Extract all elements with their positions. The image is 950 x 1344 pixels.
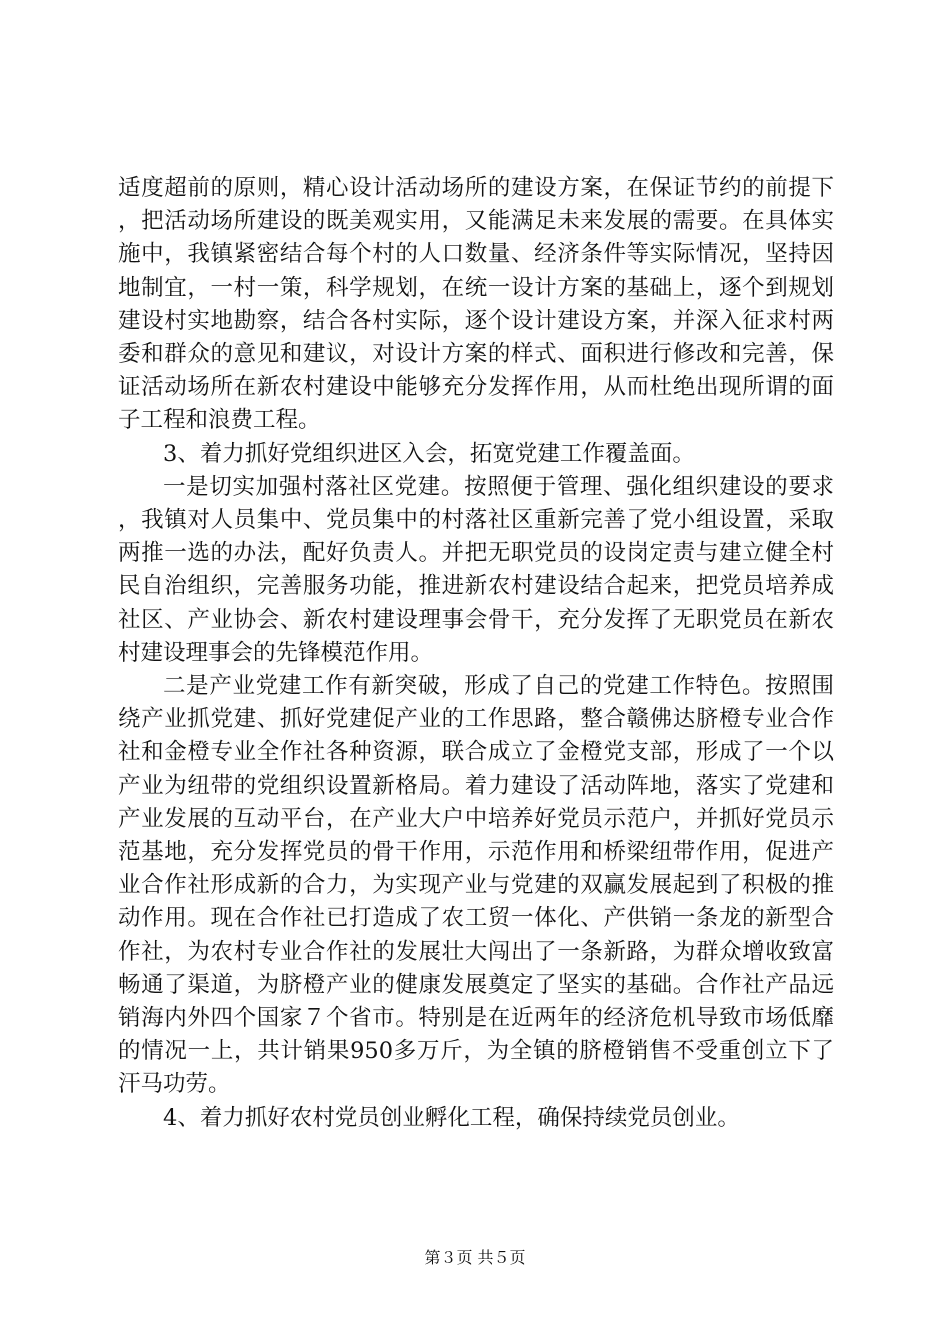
paragraph-industry-party-building: 二是产业党建工作有新突破，形成了自己的党建工作特色。按照围绕产业抓党建、抓好党建促产业的工作思路，整合赣佛达脐橙专业合作社和金橙专业全作社各种资源，联合成立了金橙党支部，形成了一个以产业为纽带的党组织设置新格局。着力建设了活动阵地，落实了党建和产业发展的互动平台，在产业大户中培养好党员示范户，并抓好党员示范基地，充分发挥党员的骨干作用，示范作用和桥梁纽带作用，促进产业合作社形成新的合力，为实现产业与党建的双赢发展起到了积极的推动作用。现在合作社已打造成了农工贸一体化、产供销一条龙的新型合作社，为农村专业合作社的发展壮大闯出了一条新路，为群众增收致富畅通了渠道，为脐橙产业的健康发展奠定了坚实的基础。合作社产品远销海内外四个国家７个省市。特别是在近两年的经济危机导致市场低靡的情况一上，共计销果950多万斤，为全镇的脐橙销售不受重创立下了汗马功劳。 [118, 673, 834, 1098]
heading-section-3: 3、着力抓好党组织进区入会，拓宽党建工作覆盖面。 [163, 440, 695, 467]
document-body [118, 172, 834, 1135]
page-number-footer: 第３页 共５页 [424, 1248, 526, 1267]
paragraph-village-community-party-building: 一是切实加强村落社区党建。按照便于管理、强化组织建设的要求，我镇对人员集中、党员集中的村落社区重新完善了党小组设置，采取两推一选的办法，配好负责人。并把无职党员的设岗定责与建立健全村民自治组织，完善服务功能，推进新农村建设结合起来，把党员培养成社区、产业协会、新农村建设理事会骨干，充分发挥了无职党员在新农村建设理事会的先锋模范作用。 [118, 473, 834, 666]
heading-section-4: 4、着力抓好农村党员创业孵化工程，确保持续党员创业。 [163, 1104, 740, 1131]
paragraph-activity-venue-design: 适度超前的原则，精心设计活动场所的建设方案，在保证节约的前提下，把活动场所建设的既美观实用，又能满足未来发展的需要。在具体实施中，我镇紧密结合每个村的人口数量、经济条件等实际情况，坚持因地制宜，一村一策，科学规划，在统一设计方案的基础上，逐个到规划建设村实地勘察，结合各村实际，逐个设计建设方案，并深入征求村两委和群众的意见和建议，对设计方案的样式、面积进行修改和完善，保证活动场所在新农村建设中能够充分发挥作用，从而杜绝出现所谓的面子工程和浪费工程。 [118, 175, 834, 434]
